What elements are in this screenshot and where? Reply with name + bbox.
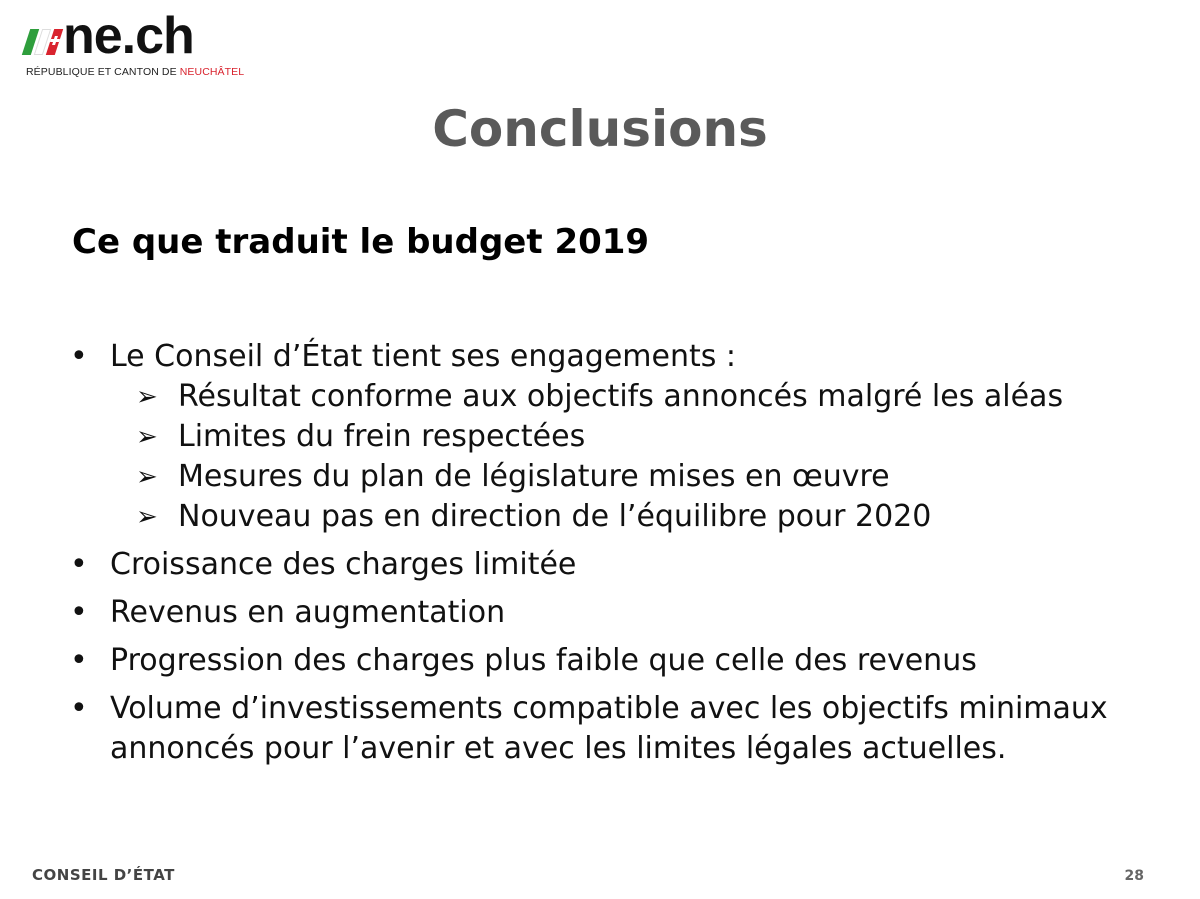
bullet-dot-icon: • (70, 547, 88, 582)
sub-bullet-text: Limites du frein respectées (178, 419, 586, 454)
sub-bullet-item (136, 417, 1150, 457)
bullet-item (70, 689, 1150, 769)
slide-subtitle: Ce que traduit le budget 2019 (72, 222, 650, 262)
footer-label: CONSEIL D’ÉTAT (32, 866, 175, 884)
bullet-dot-icon: • (70, 691, 88, 726)
logo-subtitle (26, 66, 244, 78)
flag-stripes-icon (26, 29, 59, 55)
sub-bullet-text: Résultat conforme aux objectifs annoncés malgré les aléas (178, 379, 1064, 414)
bullet-text: Le Conseil d’État tient ses engagements : (110, 339, 737, 374)
arrow-bullet-icon: ➢ (136, 462, 158, 492)
bullet-item (70, 545, 1150, 585)
arrow-bullet-icon: ➢ (136, 382, 158, 412)
slide-title: Conclusions (432, 100, 768, 158)
sub-bullet-text: Mesures du plan de législature mises en œuvre (178, 459, 890, 494)
sub-bullet-list (70, 377, 1150, 537)
bullet-body (110, 337, 1150, 377)
logo-subtitle-accent: NEUCHÂTEL (179, 66, 245, 78)
logo-subtitle-prefix: RÉPUBLIQUE ET CANTON DE (26, 66, 180, 78)
arrow-bullet-icon: ➢ (136, 422, 158, 452)
bullet-text: Volume d’investissements compatible avec les objectifs minimaux annoncés pour l’avenir et avec les limites légales actuelles. (110, 691, 1108, 766)
logo-mark (26, 7, 244, 65)
arrow-bullet-icon: ➢ (136, 502, 158, 532)
bullet-item (70, 593, 1150, 633)
bullet-text: Croissance des charges limitée (110, 547, 577, 582)
bullet-text: Progression des charges plus faible que celle des revenus (110, 643, 977, 678)
bullet-text: Revenus en augmentation (110, 595, 506, 630)
bullet-list (70, 337, 1150, 777)
logo (26, 7, 245, 78)
sub-bullet-text: Nouveau pas en direction de l’équilibre pour 2020 (178, 499, 932, 534)
bullet-dot-icon: • (70, 595, 88, 630)
bullet-item (70, 337, 1150, 377)
sub-bullet-item (136, 377, 1150, 417)
bullet-item (70, 641, 1150, 681)
sub-bullet-item (136, 497, 1150, 537)
bullet-dot-icon: • (70, 643, 88, 678)
sub-bullet-item (136, 457, 1150, 497)
logo-wordmark: ne.ch (63, 7, 194, 65)
page-number: 28 (1124, 868, 1144, 884)
bullet-dot-icon: • (70, 339, 88, 374)
